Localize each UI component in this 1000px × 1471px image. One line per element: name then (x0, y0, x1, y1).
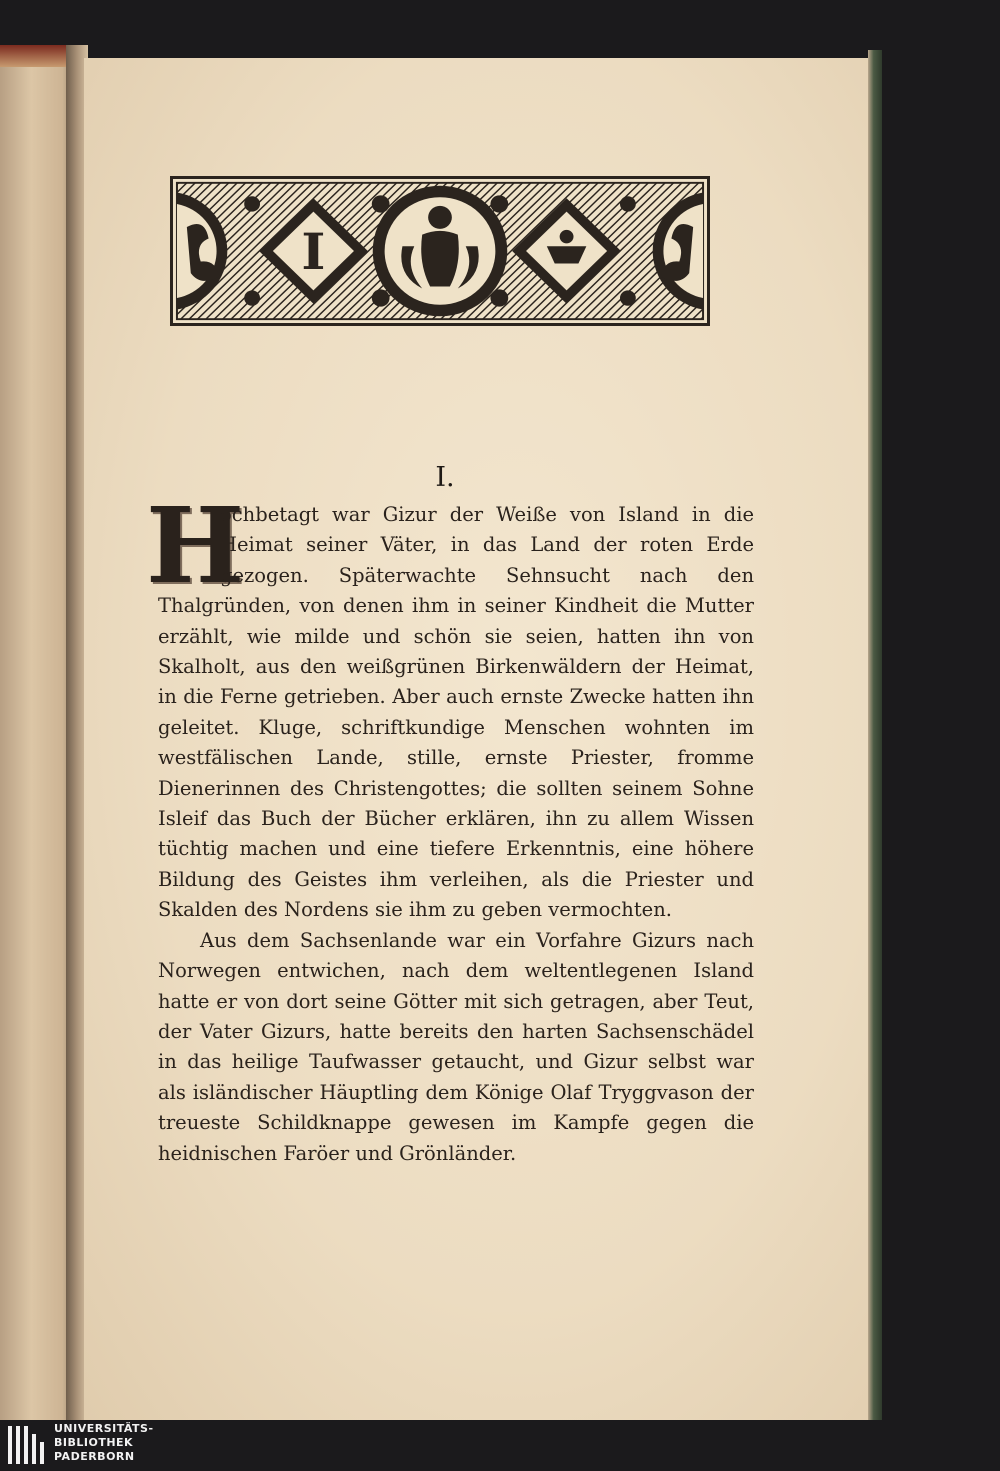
library-name-line-1: UNIVERSITÄTS- (54, 1422, 154, 1435)
paragraph-1-text: ochbetagt war Gizur der Weiße von Island in die Heimat seiner Väter, in das Land der roten Erde gezogen. Späterwachte Sehnsucht nach den Thalgründen, von denen ihm in seiner Kindheit die Mutter erzählt, wie milde und schön sie seien, hatten ihn von Skalholt, aus den weißgrünen Birkenwäldern der Heimat, in die Ferne getrieben. Aber auch ernste Zwecke hatten ihn geleitet. Kluge, schriftkundige Menschen wohnten im westfälischen Lande, stille, ernste Priester, fromme Dienerinnen des Christengottes; die sollten seinem Sohne Isleif das Buch der Bücher erklären, ihn zu allem Wissen tüchtig machen und eine tiefere Erkenntnis, eine höhere Bildung des Geistes ihm verleihen, als die Priester und Skalden des Nordens sie ihm zu geben vermochten. (158, 503, 754, 922)
ornament-numeral (301, 222, 325, 281)
book-cover-edge (868, 50, 882, 1420)
ornament-graphic (173, 179, 707, 323)
library-logo-icon (8, 1426, 44, 1464)
body-text (158, 500, 754, 1169)
library-name (54, 1422, 154, 1464)
paragraph-2: Aus dem Sachsenlande war ein Vorfahre Gizurs nach Norwegen entwichen, nach dem weltentlegenen Island hatte er von dort seine Götter mit sich getragen, aber Teut, der Vater Gizurs, hatte bereits den harten Sachsenschädel in das heilige Taufwasser getaucht, und Gizur selbst war als isländischer Häuptling dem Könige Olaf Tryggvason der treueste Schildknappe gewesen im Kampfe gegen die heidnischen Faröer und Grönländer. (158, 928, 754, 1165)
library-name-line-2: BIBLIOTHEK (54, 1436, 134, 1449)
paragraph-1 (158, 500, 754, 926)
chapter-number: I. (435, 462, 455, 493)
drop-cap: H (146, 484, 245, 607)
library-name-line-3: PADERBORN (54, 1450, 135, 1463)
library-watermark (0, 1420, 1000, 1471)
svg-text:I: I (301, 221, 326, 282)
chapter-ornament (170, 176, 710, 326)
